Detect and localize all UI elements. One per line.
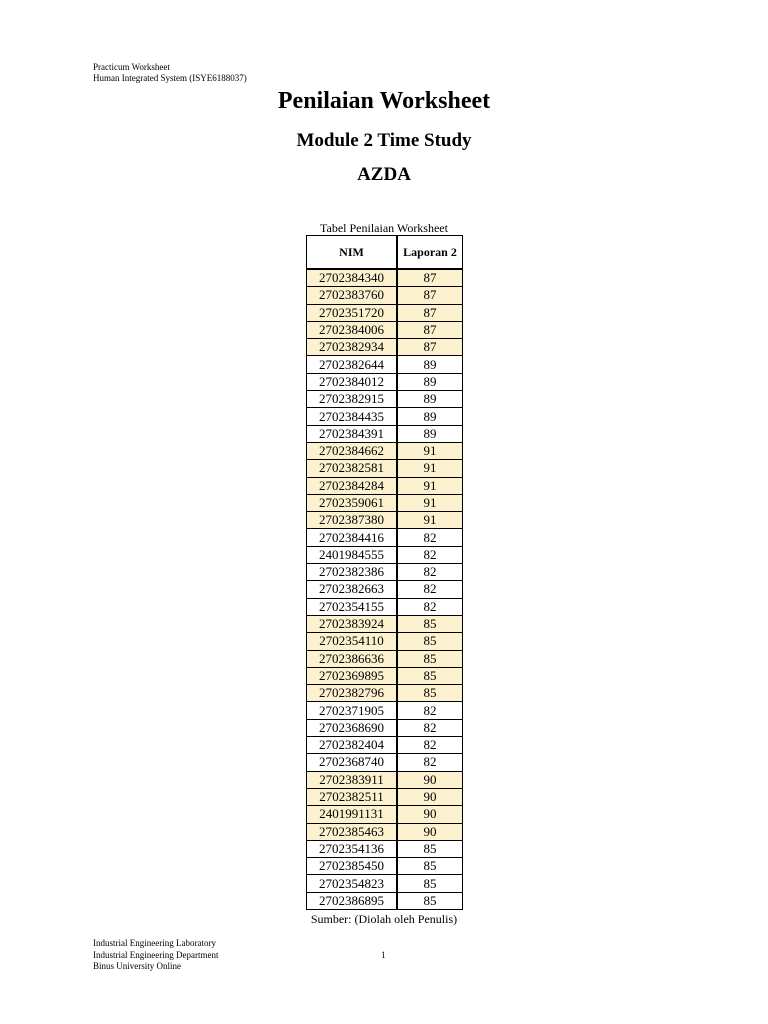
footer-lab: Industrial Engineering Laboratory bbox=[93, 938, 216, 948]
score-cell: 91 bbox=[397, 460, 463, 477]
score-cell: 89 bbox=[397, 408, 463, 425]
nim-cell: 2702382644 bbox=[307, 356, 398, 373]
score-cell: 87 bbox=[397, 339, 463, 356]
nim-cell: 2702387380 bbox=[307, 512, 398, 529]
table-row bbox=[307, 598, 463, 615]
header-course-type: Practicum Worksheet bbox=[93, 62, 170, 72]
nim-cell: 2702382511 bbox=[307, 788, 398, 805]
table-caption: Tabel Penilaian Worksheet bbox=[320, 221, 448, 235]
nim-cell: 2702384012 bbox=[307, 373, 398, 390]
table-row bbox=[307, 875, 463, 892]
nim-cell: 2702371905 bbox=[307, 702, 398, 719]
table-row bbox=[307, 339, 463, 356]
module-subtitle: Module 2 Time Study bbox=[296, 130, 472, 151]
table-row bbox=[307, 840, 463, 857]
table-row bbox=[307, 269, 463, 287]
nim-cell: 2702359061 bbox=[307, 494, 398, 511]
score-cell: 90 bbox=[397, 823, 463, 840]
table-row bbox=[307, 408, 463, 425]
score-cell: 90 bbox=[397, 806, 463, 823]
table-row bbox=[307, 615, 463, 632]
table-header-row bbox=[307, 236, 463, 270]
nim-cell: 2401984555 bbox=[307, 546, 398, 563]
table-source-note: Sumber: (Diolah oleh Penulis) bbox=[310, 912, 458, 926]
nim-cell: 2702382404 bbox=[307, 737, 398, 754]
nim-cell: 2702384006 bbox=[307, 321, 398, 338]
nim-cell: 2702384391 bbox=[307, 425, 398, 442]
table-row bbox=[307, 373, 463, 390]
table-row bbox=[307, 581, 463, 598]
score-cell: 82 bbox=[397, 529, 463, 546]
score-cell: 85 bbox=[397, 685, 463, 702]
score-cell: 85 bbox=[397, 840, 463, 857]
table-row bbox=[307, 512, 463, 529]
score-cell: 82 bbox=[397, 598, 463, 615]
score-cell: 85 bbox=[397, 615, 463, 632]
score-cell: 82 bbox=[397, 719, 463, 736]
score-cell: 89 bbox=[397, 373, 463, 390]
table-row bbox=[307, 771, 463, 788]
score-cell: 89 bbox=[397, 391, 463, 408]
table-row bbox=[307, 685, 463, 702]
score-cell: 82 bbox=[397, 754, 463, 771]
score-cell: 91 bbox=[397, 512, 463, 529]
nim-cell: 2702383760 bbox=[307, 287, 398, 304]
column-header-nim: NIM bbox=[307, 236, 398, 270]
nim-cell: 2702383924 bbox=[307, 615, 398, 632]
score-cell: 87 bbox=[397, 287, 463, 304]
table-row bbox=[307, 529, 463, 546]
table-row bbox=[307, 719, 463, 736]
nim-cell: 2702382796 bbox=[307, 685, 398, 702]
score-cell: 82 bbox=[397, 546, 463, 563]
nim-cell: 2702384416 bbox=[307, 529, 398, 546]
score-cell: 85 bbox=[397, 667, 463, 684]
nim-cell: 2702383911 bbox=[307, 771, 398, 788]
table-row bbox=[307, 823, 463, 840]
column-header-laporan: Laporan 2 bbox=[397, 236, 463, 270]
table-row bbox=[307, 477, 463, 494]
page-number: 1 bbox=[381, 950, 386, 960]
score-cell: 89 bbox=[397, 356, 463, 373]
score-cell: 87 bbox=[397, 304, 463, 321]
score-cell: 82 bbox=[397, 702, 463, 719]
nim-cell: 2702354136 bbox=[307, 840, 398, 857]
score-cell: 85 bbox=[397, 858, 463, 875]
table-row bbox=[307, 564, 463, 581]
score-cell: 82 bbox=[397, 564, 463, 581]
footer-department: Industrial Engineering Department bbox=[93, 949, 219, 960]
nim-cell: 2702385463 bbox=[307, 823, 398, 840]
nim-cell: 2702384284 bbox=[307, 477, 398, 494]
table-row bbox=[307, 806, 463, 823]
table-row bbox=[307, 650, 463, 667]
score-cell: 85 bbox=[397, 875, 463, 892]
nim-cell: 2702382663 bbox=[307, 581, 398, 598]
nim-cell: 2702351720 bbox=[307, 304, 398, 321]
page-header bbox=[93, 62, 247, 84]
score-cell: 87 bbox=[397, 321, 463, 338]
table-row bbox=[307, 754, 463, 771]
nim-cell: 2702384435 bbox=[307, 408, 398, 425]
table-body bbox=[307, 269, 463, 909]
score-cell: 89 bbox=[397, 425, 463, 442]
score-cell: 91 bbox=[397, 442, 463, 459]
table-row bbox=[307, 287, 463, 304]
score-cell: 85 bbox=[397, 650, 463, 667]
score-cell: 91 bbox=[397, 494, 463, 511]
score-cell: 85 bbox=[397, 633, 463, 650]
document-title: Penilaian Worksheet bbox=[277, 88, 491, 114]
score-cell: 91 bbox=[397, 477, 463, 494]
nim-cell: 2702386636 bbox=[307, 650, 398, 667]
score-cell: 90 bbox=[397, 771, 463, 788]
table-row bbox=[307, 442, 463, 459]
nim-cell: 2702369895 bbox=[307, 667, 398, 684]
nim-cell: 2702384662 bbox=[307, 442, 398, 459]
table-row bbox=[307, 460, 463, 477]
nim-cell: 2702382915 bbox=[307, 391, 398, 408]
nim-cell: 2702368690 bbox=[307, 719, 398, 736]
score-cell: 90 bbox=[397, 788, 463, 805]
nim-cell: 2702384340 bbox=[307, 269, 398, 287]
table-row bbox=[307, 702, 463, 719]
table-row bbox=[307, 304, 463, 321]
nim-cell: 2702354155 bbox=[307, 598, 398, 615]
nim-cell: 2702368740 bbox=[307, 754, 398, 771]
table-row bbox=[307, 391, 463, 408]
nim-cell: 2702354823 bbox=[307, 875, 398, 892]
table-row bbox=[307, 737, 463, 754]
nim-cell: 2401991131 bbox=[307, 806, 398, 823]
score-cell: 87 bbox=[397, 269, 463, 287]
page-footer bbox=[93, 938, 218, 973]
table-row bbox=[307, 667, 463, 684]
nim-cell: 2702382581 bbox=[307, 460, 398, 477]
table-row bbox=[307, 425, 463, 442]
nim-cell: 2702382386 bbox=[307, 564, 398, 581]
grades-table bbox=[306, 235, 463, 910]
table-row bbox=[307, 356, 463, 373]
nim-cell: 2702385450 bbox=[307, 858, 398, 875]
header-course-name: Human Integrated System (ISYE6188037) bbox=[93, 73, 247, 83]
footer-university: Binus University Online bbox=[93, 961, 181, 971]
table-row bbox=[307, 494, 463, 511]
nim-cell: 2702354110 bbox=[307, 633, 398, 650]
table-row bbox=[307, 858, 463, 875]
nim-cell: 2702386895 bbox=[307, 892, 398, 909]
table-row bbox=[307, 633, 463, 650]
table-row bbox=[307, 546, 463, 563]
table-row bbox=[307, 321, 463, 338]
score-cell: 85 bbox=[397, 892, 463, 909]
nim-cell: 2702382934 bbox=[307, 339, 398, 356]
score-cell: 82 bbox=[397, 737, 463, 754]
table-row bbox=[307, 892, 463, 909]
score-cell: 82 bbox=[397, 581, 463, 598]
table-row bbox=[307, 788, 463, 805]
group-name: AZDA bbox=[357, 164, 411, 185]
